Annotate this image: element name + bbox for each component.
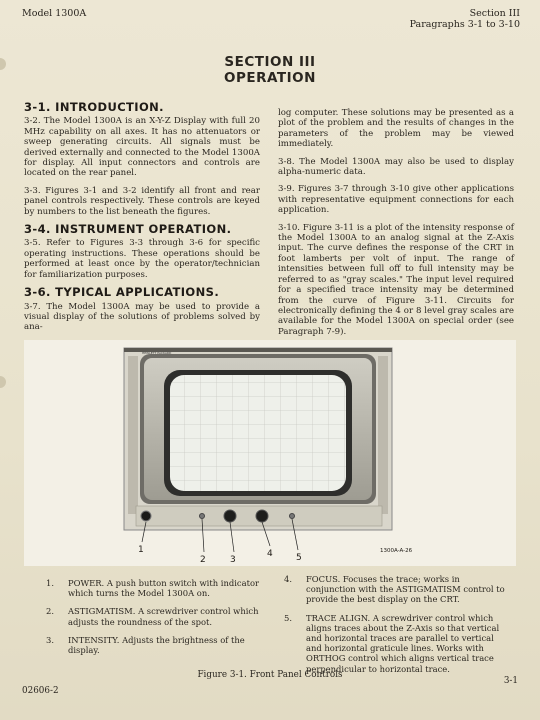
heading-introduction: 3-1. INTRODUCTION.	[24, 100, 164, 114]
item-number: 1.	[46, 578, 54, 588]
binder-hole	[0, 376, 6, 388]
focus-knob[interactable]	[256, 510, 268, 522]
item-number: 5.	[284, 612, 292, 623]
intensity-knob[interactable]	[224, 510, 236, 522]
list-item	[284, 574, 506, 605]
paragraph-3-2: 3-2. The Model 1300A is an X-Y-Z Display with full 20 MHz capability on all axes. It has no attenuators or sweep generating circuits. All signals must be derived externally and connected to the Model 1300A for display. All input connectors and controls are located on the rear panel.	[24, 116, 260, 179]
item-number: 4.	[284, 574, 292, 584]
item-text: POWER. A push button switch with indicator which turns the Model 1300A on.	[68, 578, 259, 599]
header-model: Model 1300A	[22, 8, 87, 19]
paragraph-3-5: 3-5. Refer to Figures 3-3 through 3-6 for specific operating instructions. These operations should be performed at least once by the operator/technician for familiarization purposes.	[24, 238, 260, 280]
item-text: ASTIGMATISM. A screwdriver control which adjusts the roundness of the spot.	[68, 606, 259, 627]
right-handle	[378, 356, 388, 514]
right-column	[278, 108, 514, 344]
paragraph-3-9: 3-9. Figures 3-7 through 3-10 give other applications with representative equipment connections for each application.	[278, 184, 514, 216]
item-text: INTENSITY. Adjusts the brightness of the display.	[68, 634, 245, 656]
figure-id: 1300A-A-26	[380, 548, 413, 554]
item-text: TRACE ALIGN. A screwdriver control which aligns traces about the Z-Axis so that vertical and horizontal traces are parallel to vertical and horizontal graticule lines. Works with ORTHOG control which aligns vertical trace perpendicular to horizontal trace.	[306, 612, 500, 674]
list-item	[284, 613, 506, 674]
graticule	[170, 375, 346, 491]
paragraph-3-10: 3-10. Figure 3-11 is a plot of the intensity response of the Model 1300A to an analog signal at the Z-Axis input. The curve defines the response of the CRT in foot lamberts per volt of input. The range of intensities between full off to full intensity may be referred to as "gray scales." The input level required for a specified trace intensity may be determined from the curve of Figure 3-11. Circuits for electronically defining the 4 or 8 level gray scales are available for the Model 1300A on special order (see Paragraph 7-9).	[278, 222, 514, 337]
paragraph-3-8: 3-8. The Model 1300A may also be used to display alpha-numeric data.	[278, 156, 514, 178]
header-paragraphs-line: Paragraphs 3-1 to 3-10	[409, 19, 520, 30]
front-panel-photo	[24, 340, 516, 566]
callout-5: 5	[296, 553, 302, 563]
list-item	[46, 635, 262, 655]
figure-caption: Figure 3-1. Front Panel Controls	[197, 670, 343, 680]
item-number: 3.	[46, 634, 54, 645]
list-item	[46, 606, 262, 626]
controls-list-left	[46, 578, 262, 663]
paragraph-3-7: 3-7. The Model 1300A may be used to provide a visual display of the solutions of problems solved by ana-	[24, 301, 260, 333]
section-number: SECTION III	[224, 54, 316, 70]
item-number: 2.	[46, 606, 54, 617]
item-text: FOCUS. Focuses the trace; works in conjunction with the ASTIGMATISM control to provide the best display on the CRT.	[306, 574, 505, 605]
header-section-line: Section III	[469, 8, 520, 19]
controls-list-right	[284, 574, 506, 682]
left-handle	[128, 356, 138, 514]
nameplate-text: HEWLETT PACKARD	[142, 351, 172, 355]
list-item	[46, 578, 262, 598]
callout-3: 3	[230, 555, 236, 565]
header-section	[410, 8, 520, 30]
footer-page-number: 3-1	[503, 676, 518, 686]
trace-align-control[interactable]	[290, 514, 295, 519]
paragraph-3-3: 3-3. Figures 3-1 and 3-2 identify all front and rear panel controls respectively. These controls are keyed by numbers to the list beneath the figures.	[24, 185, 260, 217]
left-column	[24, 102, 260, 340]
power-button[interactable]	[141, 511, 151, 521]
front-panel-illustration	[24, 340, 516, 566]
footer-document-number: 02606-2	[22, 686, 59, 696]
heading-instrument-operation: 3-4. INSTRUMENT OPERATION.	[24, 222, 232, 237]
section-title: OPERATION	[224, 70, 316, 86]
callout-4: 4	[267, 549, 273, 559]
callout-2: 2	[200, 555, 206, 565]
paragraph-3-7-continued: log computer. These solutions may be presented as a plot of the problem and the results of changes in the parameters of the problem may be viewed immediately.	[278, 108, 514, 150]
callout-1: 1	[138, 545, 144, 555]
astigmatism-control[interactable]	[200, 514, 205, 519]
heading-typical-applications: 3-6. TYPICAL APPLICATIONS.	[24, 285, 220, 300]
